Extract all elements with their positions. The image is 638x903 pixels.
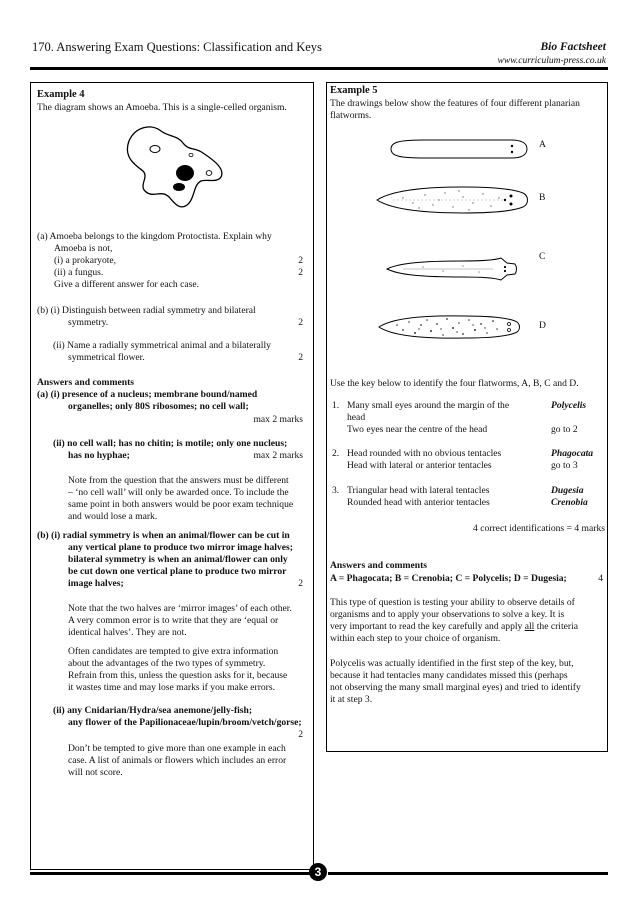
note-d-2: case. A list of animals or flowers which includes an error [68, 755, 287, 766]
note-d-3: will not score. [68, 767, 123, 778]
note-b-2: A very common error is to write that they are ‘equal or [68, 615, 279, 626]
example-5-intro-2: flatworms. [330, 110, 372, 121]
answer-b-ii-1: (ii) any Cnidarian/Hydra/sea anemone/jelly-fish; [53, 705, 253, 716]
question-a-i-marks: 2 [298, 255, 303, 266]
comment-1-line-3 [330, 621, 578, 633]
note-a-1: Note from the question that the answers must be different [68, 475, 289, 486]
question-a-lead-2: Amoeba is not, [54, 243, 113, 254]
question-b-i-cont: symmetry. [68, 317, 109, 328]
key-step-2-option-b: Head with lateral or anterior tentacles [347, 460, 492, 471]
question-a-ii: (ii) a fungus. [54, 267, 104, 278]
question-b-ii-marks: 2 [298, 352, 303, 363]
key-step-1-result-a: Polycelis [551, 400, 587, 411]
answer-a-i-1: (a) (i) presence of a nucleus; membrane bound/named [37, 389, 258, 400]
flatworm-label-d: D [539, 320, 546, 331]
note-a-2: – ‘no cell wall’ will only be awarded once. To include the [68, 487, 289, 498]
example-5-answer-marks: 4 [598, 573, 603, 584]
example-5-title: Example 5 [330, 85, 378, 96]
flatworm-label-c: C [539, 251, 546, 262]
answer-a-ii-marks: max 2 marks [253, 450, 303, 461]
page-number: 3 [309, 863, 327, 881]
answer-b-ii-2: any flower of the Papilionaceae/lupin/broom/vetch/gorse; [68, 717, 302, 728]
brand-name: Bio Factsheet [540, 41, 606, 53]
key-step-2-option-a: Head rounded with no obvious tentacles [347, 448, 502, 459]
flatworm-d-drawing [375, 311, 527, 343]
example-4-box [30, 82, 314, 870]
answer-a-i-marks: max 2 marks [253, 414, 303, 425]
note-d-1: Don’t be tempted to give more than one example in each [68, 743, 286, 754]
comment-1-line-3-start: very important to read the key carefully and apply [330, 621, 525, 632]
answer-b-i-1: (b) (i) radial symmetry is when an animal/flower can be cut in [37, 530, 290, 541]
question-a-note: Give a different answer for each case. [54, 279, 199, 290]
website-url[interactable]: www.curriculum-press.co.uk [497, 56, 606, 66]
example-5-answers-title: Answers and comments [330, 560, 428, 571]
header-rule [30, 67, 608, 70]
note-a-3: same point in both answers would be poor exam technique [68, 499, 294, 510]
comment-1-underlined-word: all [524, 621, 535, 632]
flatworm-label-a: A [539, 139, 546, 150]
comment-2-line-2: because it had tentacles many candidates missed this (perhaps [330, 670, 568, 681]
amoeba-diagram [121, 121, 231, 221]
key-step-1-option-a: Many small eyes around the margin of the [347, 400, 510, 411]
note-c-4: it wastes time and may lose marks if you make errors. [68, 682, 276, 693]
answer-b-i-2: any vertical plane to produce two mirror image halves; [68, 542, 293, 553]
answer-b-i-5: image halves; [68, 578, 124, 589]
comment-2-line-1: Polycelis was actually identified in the first step of the key, but, [330, 658, 574, 669]
example-5-box [326, 82, 608, 752]
note-c-1: Often candidates are tempted to give extra information [68, 646, 279, 657]
flatworm-a-drawing [385, 135, 535, 163]
question-b-ii: (ii) Name a radially symmetrical animal and a bilaterally [53, 340, 271, 351]
note-a-4: and would lose a mark. [68, 511, 158, 522]
comment-1-line-3-end: the criteria [534, 621, 579, 632]
answers-title: Answers and comments [37, 377, 135, 388]
key-step-3-result-a: Dugesia [551, 485, 584, 496]
key-step-2-result-a: Phagocata [551, 448, 594, 459]
question-b-i-marks: 2 [298, 317, 303, 328]
comment-2-line-4: it at step 3. [330, 694, 373, 705]
key-step-3-result-b: Crenobia [551, 497, 588, 508]
key-step-3-option-b: Rounded head with anterior tentacles [347, 497, 490, 508]
answer-b-i-marks: 2 [298, 578, 303, 589]
example-4-title: Example 4 [37, 89, 85, 100]
question-b-ii-cont: symmetrical flower. [68, 352, 145, 363]
answer-a-ii-1: (ii) no cell wall; has no chitin; is motile; only one nucleus; [53, 438, 288, 449]
question-a-ii-marks: 2 [298, 267, 303, 278]
key-step-2-result-b: go to 3 [551, 460, 578, 471]
key-step-1-result-b: go to 2 [551, 424, 578, 435]
question-a-lead: (a) Amoeba belongs to the kingdom Protoctista. Explain why [37, 231, 272, 242]
answer-b-i-3: bilateral symmetry is when an animal/flower can only [68, 554, 288, 565]
key-intro: Use the key below to identify the four flatworms, A, B, C and D. [330, 378, 579, 389]
key-step-1-option-a-cont: head [347, 412, 366, 423]
question-a-i: (i) a prokaryote, [54, 255, 117, 266]
comment-1-line-4: within each step to your choice of organism. [330, 633, 501, 644]
example-4-intro: The diagram shows an Amoeba. This is a single-celled organism. [37, 102, 287, 113]
comment-1-line-2: organisms and to apply your observations to solve a key. It is [330, 609, 565, 620]
comment-2-line-3: not observing the many small marginal eyes) and tried to identify [330, 682, 581, 693]
flatworm-b-drawing [373, 183, 533, 217]
answer-a-ii-2: has no hyphae; [68, 450, 130, 461]
key-step-3-option-a: Triangular head with lateral tentacles [347, 485, 490, 496]
question-b-i: (b) (i) Distinguish between radial symmetry and bilateral [37, 305, 256, 316]
note-c-3: Refrain from this, unless the question asks for it, because [68, 670, 288, 681]
comment-1-line-1: This type of question is testing your ability to observe details of [330, 597, 575, 608]
key-marks-line: 4 correct identifications = 4 marks [473, 523, 605, 534]
footer-rule-right [328, 872, 608, 875]
answer-b-i-4: be cut down one vertical plane to produce two mirror [68, 566, 287, 577]
flatworm-c-drawing [383, 255, 523, 283]
note-c-2: about the advantages of the two types of symmetry. [68, 658, 266, 669]
flatworm-label-b: B [539, 192, 546, 203]
answer-b-ii-marks: 2 [298, 729, 303, 740]
answer-a-i-2: organelles; only 80S ribosomes; no cell wall; [68, 401, 249, 412]
note-b-3: identical halves’. They are not. [68, 627, 187, 638]
note-b-1: Note that the two halves are ‘mirror images’ of each other. [68, 603, 292, 614]
footer-rule-left [30, 872, 310, 875]
example-5-answer-line: A = Phagocata; B = Crenobia; C = Polycelis; D = Dugesia; [330, 573, 567, 584]
page-header-title: 170. Answering Exam Questions: Classification and Keys [32, 40, 322, 54]
key-step-3-number: 3. [332, 485, 340, 496]
key-step-1-number: 1. [332, 400, 340, 411]
key-step-2-number: 2. [332, 448, 340, 459]
example-5-intro-1: The drawings below show the features of four different planarian [330, 98, 580, 109]
key-step-1-option-b: Two eyes near the centre of the head [347, 424, 488, 435]
